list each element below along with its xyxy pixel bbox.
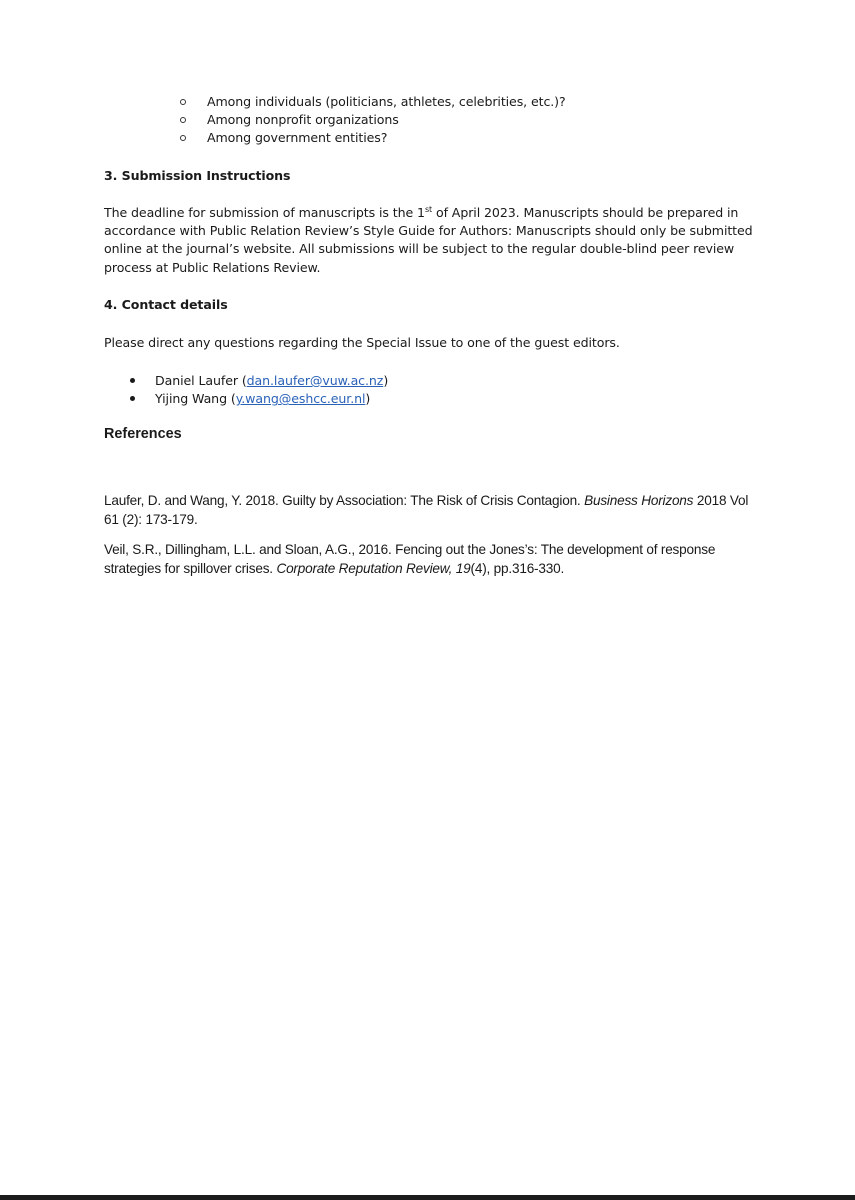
references-heading: References [104,426,182,442]
reference-item: Veil, S.R., Dillingham, L.L. and Sloan, A.G., 2016. Fencing out the Jones’s: The development of response strategies for spillover crises. Corporate Reputation Review, 19(4), pp.316-330. [104,542,716,576]
email-link-wang[interactable]: y.wang@eshcc.eur.nl [235,391,366,407]
hollow-bullet-icon [180,99,186,105]
reference-item: Laufer, D. and Wang, Y. 2018. Guilty by Association: The Risk of Crisis Contagion. Business Horizons 2018 Vol 61 (2): 173-179. [104,493,749,527]
bullet-icon [130,378,135,383]
page-bottom-edge [0,1195,855,1200]
hollow-bullet-icon [180,117,186,123]
email-link-laufer[interactable]: dan.laufer@vuw.ac.nz [246,373,384,388]
contact-intro: Please direct any questions regarding the Special Issue to one of the guest editors. [104,335,620,350]
list-item: Among government entities? [180,129,566,147]
list-item: Among individuals (politicians, athletes, celebrities, etc.)? [180,93,566,111]
contact-item-laufer: Daniel Laufer (dan.laufer@vuw.ac.nz) [128,372,388,390]
contact-list [128,372,388,408]
submission-paragraph: The deadline for submission of manuscripts is the 1st of April 2023. Manuscripts should be prepared in accordance with Public Relation Review’s Style Guide for Authors: Manuscripts should only be submitted online at the journal’s website. All submissions will be subject to the regular double-blind peer review process at Public Relations Review. [104,205,753,275]
contact-item-wang: Yijing Wang (y.wang@eshcc.eur.nl) [128,390,388,408]
sub-question-list [180,93,566,148]
hollow-bullet-icon [180,135,186,141]
list-item: Among nonprofit organizations [180,111,566,129]
section-heading-submission: 3. Submission Instructions [104,168,291,183]
section-heading-contact: 4. Contact details [104,297,228,312]
bullet-icon [130,396,135,401]
